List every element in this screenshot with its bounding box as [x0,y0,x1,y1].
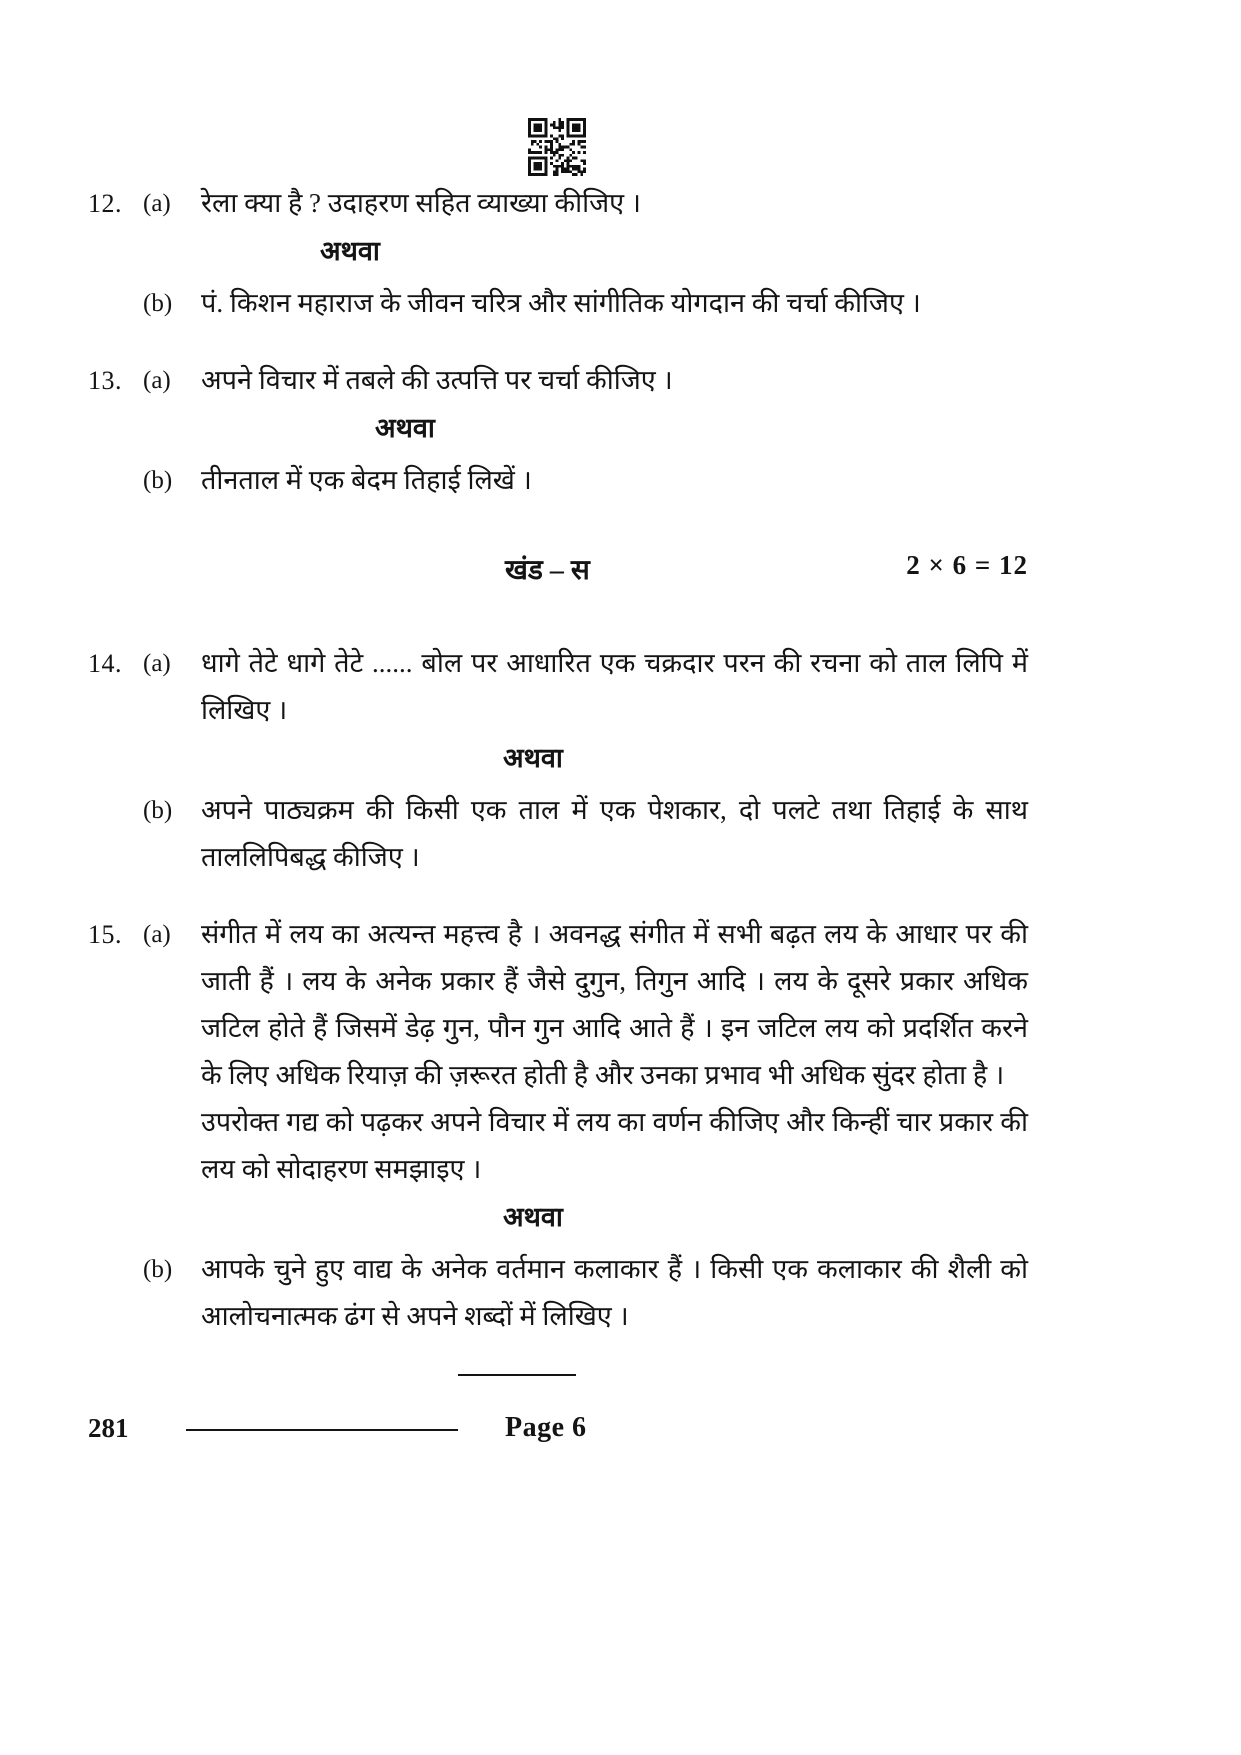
question-number: 12. [88,189,122,218]
part-label: (a) [143,650,171,677]
or-separator: अथवा [503,743,563,773]
question-text: आपके चुने हुए वाद्य के अनेक वर्तमान कलाकार हैं । किसी एक कलाकार की शैली को आलोचनात्मक ढंग से अपने शब्दों में लिखिए । [201,1254,1028,1331]
part-label: (b) [143,290,173,317]
question-number: 15. [88,920,122,949]
or-separator-row [88,1195,1028,1244]
part-label: (b) [143,1256,173,1283]
question-number: 13. [88,366,122,395]
part-label: (a) [143,367,171,394]
question-14 [88,640,1028,881]
section-marks: 2 × 6 = 12 [906,550,1028,580]
question-12 [88,180,1028,327]
question-text: तीनताल में एक बेदम तिहाई लिखें । [201,465,532,495]
question-paragraph: संगीत में लय का अत्यन्त महत्त्व है । अवनद्ध संगीत में सभी बढ़त लय के आधार पर की जाती हैं । लय के अनेक प्रकार हैं जैसे दुगुन, तिगुन आदि । लय के दूसरे प्रकार अधिक जटिल होते हैं जिसमें डेढ़ गुन, पौन गुन आदि आते हैं । इन जटिल लय को प्रदर्शित करने के लिए अधिक रियाज़ की ज़रूरत होती है और उनका प्रभाव भी अधिक सुंदर होता है । [201,919,1028,1090]
qr-code [528,118,586,176]
section-title: खंड – स [505,555,590,586]
section-header [88,550,1028,596]
question-text: पं. किशन महाराज के जीवन चरित्र और सांगीतिक योगदान की चर्चा कीजिए । [201,288,921,318]
or-separator-row [88,406,1028,455]
question-number: 14. [88,649,122,678]
question-part-row [88,787,1028,881]
or-separator: अथवा [320,236,380,266]
part-label: (b) [143,467,173,494]
question-text: अपने पाठ्यक्रम की किसी एक ताल में एक पेशकार, दो पलटे तथा तिहाई के साथ ताललिपिबद्ध कीजिए । [201,795,1028,872]
footer-divider-line [186,1429,458,1431]
end-of-questions-divider [458,1374,576,1376]
or-separator: अथवा [503,1202,563,1232]
question-15 [88,911,1028,1340]
question-part-row [88,357,1028,404]
question-text: धागे तेटे धागे तेटे ...... बोल पर आधारित एक चक्रदार परन की रचना को ताल लिपि में लिखिए । [201,648,1028,725]
paper-code: 281 [88,1413,129,1443]
or-separator: अथवा [375,413,435,443]
question-part-row [88,280,1028,327]
question-part-row [88,457,1028,504]
question-part-row [88,640,1028,734]
question-text: अपने विचार में तबले की उत्पत्ति पर चर्चा कीजिए । [201,365,673,395]
or-separator-row [88,736,1028,785]
question-text: रेला क्या है ? उदाहरण सहित व्याख्या कीजिए । [201,188,642,218]
question-paragraph: उपरोक्त गद्य को पढ़कर अपने विचार में लय का वर्णन कीजिए और किन्हीं चार प्रकार की लय को सोदाहरण समझाइए । [201,1107,1028,1184]
question-part-row [88,180,1028,227]
part-label: (b) [143,797,173,824]
part-label: (a) [143,190,171,217]
or-separator-row [88,229,1028,278]
question-part-row [88,911,1028,1193]
part-label: (a) [143,921,171,948]
question-text [201,911,1028,1193]
question-13 [88,357,1028,504]
question-part-row [88,1246,1028,1340]
page-footer [0,1408,1241,1458]
page-number: Page 6 [505,1412,587,1443]
